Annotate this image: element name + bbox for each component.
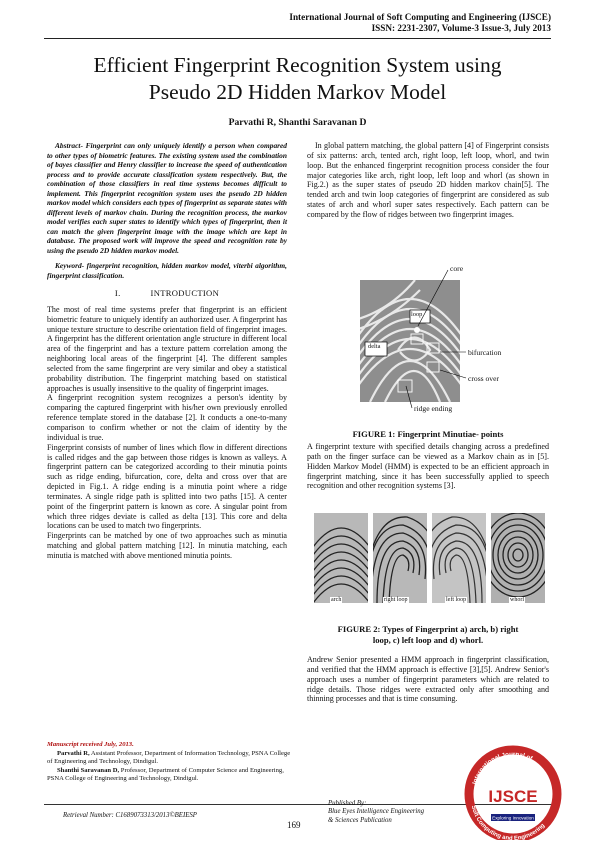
senior-paragraph xyxy=(307,655,549,704)
publisher-name: Blue Eyes Intelligence Engineering xyxy=(328,808,425,816)
paper-authors: Parvathi R, Shanthi Saravanan D xyxy=(228,117,367,128)
retrieval-number: Retrieval Number: C1689073313/2013©BEIESP xyxy=(63,812,197,819)
author-1-name: Parvathi R, xyxy=(57,749,90,757)
ridge-ending-label: ridge ending xyxy=(414,404,453,413)
title-line-1: Efficient Fingerprint Recognition System using xyxy=(93,53,502,77)
section-number: I. xyxy=(114,288,121,298)
section-title: INTRODUCTION xyxy=(150,288,220,298)
title-line-2: Pseudo 2D Hidden Markov Model xyxy=(148,80,447,104)
intro-paragraph-4: Fingerprints can be matched by one of two approaches such as minutia matching and global pattern matching [12]. In minutia matching, each minutia is matched with above mentioned minutia points. xyxy=(47,531,287,560)
logo-ring-top: International Journal of xyxy=(471,750,534,786)
fingerprint-arch-image xyxy=(314,513,368,603)
author-2-affiliation: Professor, Department of Computer Science and Engineering, PSNA College of Engineering and Technology, Dindigul. xyxy=(47,766,284,783)
published-by: Published By: xyxy=(328,800,367,807)
author-footnotes xyxy=(47,741,297,784)
publisher-name-2: & Sciences Publication xyxy=(328,816,392,824)
right-column-top xyxy=(307,141,549,220)
paper-title xyxy=(30,52,565,106)
ijsce-logo xyxy=(459,742,567,840)
section-heading xyxy=(47,289,287,299)
markov-paragraph-text: A fingerprint texture with specified details changing across a predefined path on the finger surface can be viewed as a Markov chain as in [5]. Hidden Markov Model (HMM) is expected to be an efficient approach in fingerprint matching, since it has been successfully applied to speech recognition and other recognition systems [3]. xyxy=(307,442,549,491)
journal-header xyxy=(289,12,551,34)
author-1-affiliation: Assistant Professor, Department of Information Technology, PSNA College of Engineering and Technology, Dindigul. xyxy=(47,749,291,766)
figure-2 xyxy=(314,513,546,608)
figure-1 xyxy=(352,262,502,414)
logo-text: IJSCE xyxy=(488,787,538,806)
header-rule xyxy=(44,38,551,39)
author-1-note xyxy=(47,750,297,767)
author-2-name: Shanthi Saravanan D, xyxy=(57,766,120,774)
panel-label-arch: arch xyxy=(331,597,342,603)
figure-2-caption-line-1: FIGURE 2: Types of Fingerprint a) arch, b) right xyxy=(337,624,519,634)
figure-2-caption-line-2: loop, c) left loop and d) whorl. xyxy=(372,635,484,645)
publisher-block xyxy=(328,800,424,825)
fingerprint-left-loop-image xyxy=(432,513,486,603)
figure-2-caption xyxy=(307,624,549,646)
core-label: core xyxy=(450,264,464,273)
fingerprint-right-loop-image xyxy=(373,513,427,603)
delta-label: delta xyxy=(368,343,381,350)
markov-paragraph xyxy=(307,442,549,491)
author-2-note xyxy=(47,767,297,784)
journal-issn: ISSN: 2231-2307, Volume-3 Issue-3, July 2013 xyxy=(371,23,551,33)
manuscript-received: Manuscript received July, 2013. xyxy=(47,741,134,748)
keywords: Keyword- fingerprint recognition, hidden markov model, viterbi algorithm, fingerprint classification. xyxy=(47,261,287,280)
bifurcation-label: bifurcation xyxy=(468,348,502,357)
loop-label: loop xyxy=(411,311,423,318)
intro-paragraph-1: The most of real time systems prefer that fingerprint is an efficient biometric feature to uniquely identify an authorized user. A fingerprint has unique texture structure to describe orientation field of fingerprint images. A fingerprint has the different orientation angle structure in different local area of the fingerprint and has a texture pattern correlation among the neighboring local areas of the fingerprint [4]. The different samples selected from the same fingerprint are very similar and obey a statistical probability distribution. The fingerprint matching based on statistical approaches is usually insensitive to the quality of fingerprint images. xyxy=(47,304,287,393)
figure-1-leader-lines xyxy=(352,262,502,414)
global-pattern-paragraph: In global pattern matching, the global pattern [4] of Fingerprint consists of six patterns: arch, tented arch, right loop, left loop, whorl, and twin loop. But the enhanced fingerprint recognition process consider the four major categories like arch, right loop, left loop and whorl (as shown in Fig.2.) as the super states of pseudo 2D hidden markov chain[5]. The tended arch and twin loop categories of fingerprint are considered as sub states of arch and whorl super sates respectively. Each pattern can be compared by the flow of ridges between two fingerprint images. xyxy=(307,141,549,219)
intro-paragraph-2: A fingerprint recognition system recognizes a person's identity by comparing the captured fingerprint with his/her own previously enrolled reference template stored in the database [2]. It conducts a one-to-many comparison to confirm whether or not the claim of identity by the individual is true. xyxy=(47,393,287,442)
panel-label-left-loop: left loop xyxy=(446,597,467,603)
logo-tagline: Exploring Innovation xyxy=(492,815,534,821)
journal-name: International Journal of Soft Computing and Engineering (IJSCE) xyxy=(289,12,551,22)
page-number: 169 xyxy=(287,820,301,830)
intro-paragraph-3: Fingerprint consists of number of lines which flow in different directions is called ridges and the gap between those ridges is known as valleys. A fingerprint pattern can be categorized according to their minutia points such as ridge ending, bifurcation, core, delta and cross over that are depicted in Fig.1. A ridge ending is a minutia point where a ridge terminates. A single ridge path is splitted into two paths [15]. A center point of the fingerprint pattern is known as core. A singular point from which three ridges deviate is called as delta [13]. This core and delta locations can be used to match two fingerprints. xyxy=(47,442,287,531)
cross-over-label: cross over xyxy=(468,374,499,383)
panel-label-whorl: whorl xyxy=(510,597,524,603)
fingerprint-whorl-image xyxy=(491,513,545,603)
logo-ring-bottom: Soft Computing and Engineering xyxy=(469,804,547,840)
figure-1-caption: FIGURE 1: Fingerprint Minutiae- points xyxy=(352,429,504,439)
senior-paragraph-text: Andrew Senior presented a HMM approach in fingerprint classification, and verified that the HMM approach is effective [3],[5]. Andrew Senior's approach uses a number of fingerprint parameters which are related to ridge details. Those ridges were extracted only after smoothing and thinning processes and that is time consuming. xyxy=(307,655,549,704)
left-column xyxy=(47,141,287,561)
panel-label-right-loop: right loop xyxy=(384,597,408,603)
svg-text:International Journal of xyxy=(471,751,534,785)
abstract: Abstract- Fingerprint can only uniquely identify a person when compared to other types of biometric features. The existing system used the combination of bayes classifier and Henry classifier to increase the speed of authentication process and to provide accurate classification system respectively. But, the combination of those classifiers in real time systems becomes difficult to implement. This fingerprint recognition system uses the pseudo 2D hidden markov model which considers each types of fingerprint as separate states with different levels of markov chain. During the recognition process, the markov model verifies each super states to identify which types of fingerprint, then it can match the given fingerprint image with the image which are kept in database. The proposed work will improve the speed and recognition rate by using the pseudo 2D hidden markov model. xyxy=(47,141,287,255)
